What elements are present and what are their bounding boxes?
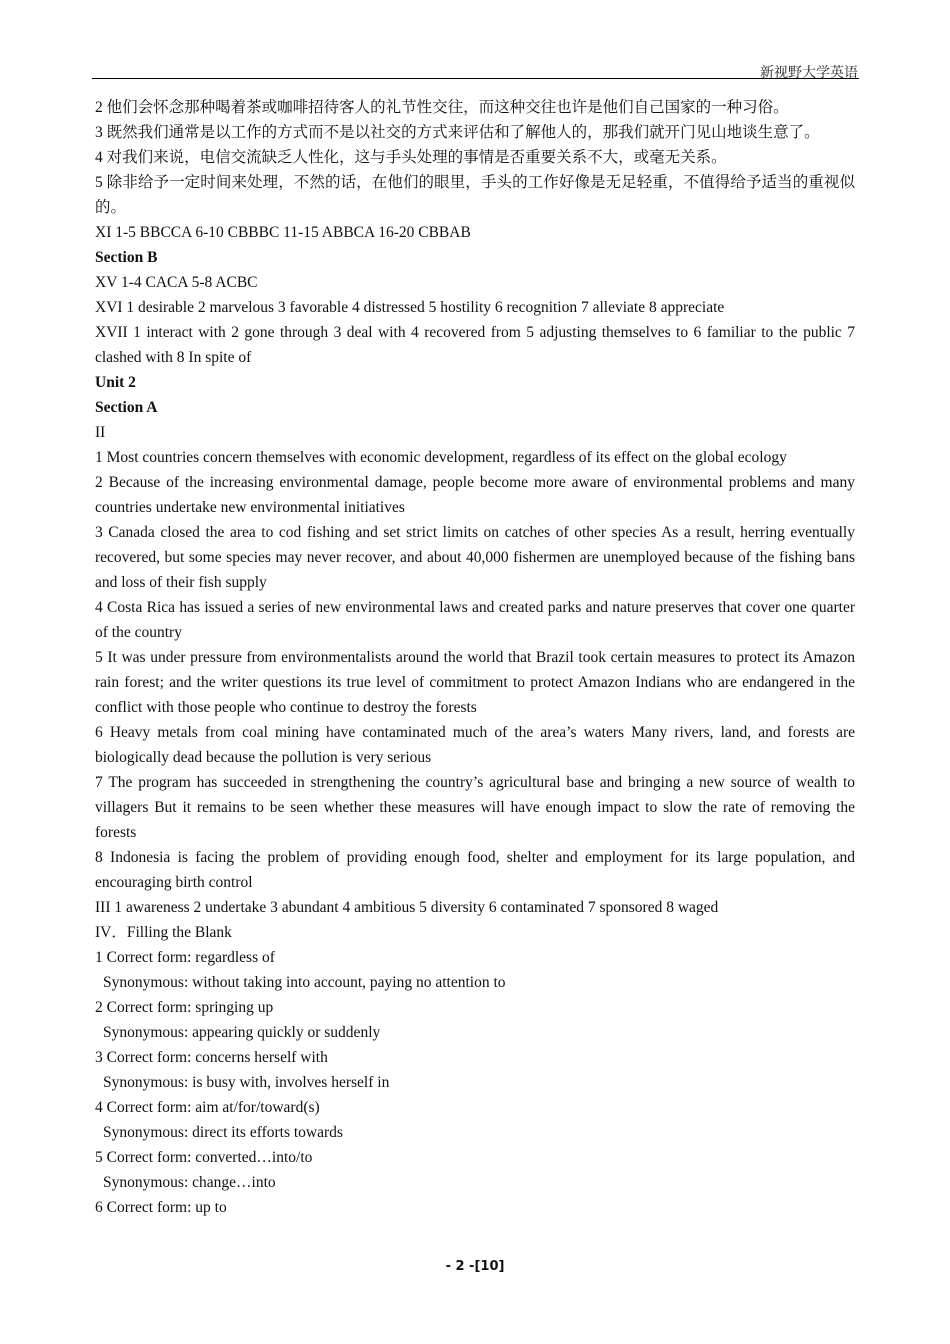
answer-line: Synonymous: direct its efforts towards — [103, 1124, 343, 1141]
answer-line: 3 Correct form: concerns herself with — [95, 1049, 328, 1066]
answer-key-body — [95, 95, 855, 1220]
answer-line: 6 Heavy metals from coal mining have contaminated much of the area’s waters Many rivers, land, and forests are biologically dead because the pollution is very serious — [95, 724, 855, 766]
answer-line: III 1 awareness 2 undertake 3 abundant 4 ambitious 5 diversity 6 contaminated 7 sponsored 8 waged — [95, 899, 719, 916]
answer-line: 1 Correct form: regardless of — [95, 949, 275, 966]
answer-line: II — [95, 424, 106, 441]
answer-line: 5 Correct form: converted…into/to — [95, 1149, 313, 1166]
answer-line: XV 1-4 CACA 5-8 ACBC — [95, 274, 258, 291]
answer-line: XI 1-5 BBCCA 6-10 CBBBC 11-15 ABBCA 16-20 CBBAB — [95, 224, 471, 241]
answer-line: XVI 1 desirable 2 marvelous 3 favorable 4 distressed 5 hostility 6 recognition 7 alleviate 8 appreciate — [95, 299, 725, 316]
section-heading: Section B — [95, 249, 158, 266]
answer-line: Synonymous: is busy with, involves herself in — [103, 1074, 390, 1091]
header-rule — [92, 78, 859, 79]
answer-line: 4 对我们来说，电信交流缺乏人性化，这与手头处理的事情是否重要关系不大，或毫无关系。 — [95, 149, 727, 166]
answer-line: 2 他们会怀念那种喝着茶或咖啡招待客人的礼节性交往，而这种交往也许是他们自己国家的一种习俗。 — [95, 99, 789, 116]
answer-line: IV．Filling the Blank — [95, 924, 232, 941]
answer-line: 2 Because of the increasing environmental damage, people become more aware of environmental problems and many countries undertake new environmental initiatives — [95, 474, 855, 516]
answer-line: 3 Canada closed the area to cod fishing and set strict limits on catches of other species As a result, herring eventually recovered, but some species may never recover, and about 40,000 fishermen are unemployed because of the fishing bans and loss of their fish supply — [95, 524, 855, 591]
answer-line: 6 Correct form: up to — [95, 1199, 227, 1216]
section-heading: Section A — [95, 399, 158, 416]
running-header: 新视野大学英语 — [760, 66, 858, 81]
answer-line: 1 Most countries concern themselves with economic development, regardless of its effect on the global ecology — [95, 449, 787, 466]
answer-line: Synonymous: without taking into account, paying no attention to — [103, 974, 506, 991]
answer-line: 4 Costa Rica has issued a series of new environmental laws and created parks and nature preserves that cover one quarter of the country — [95, 599, 855, 641]
answer-line: 5 除非给予一定时间来处理，不然的话，在他们的眼里，手头的工作好像是无足轻重，不值得给予适当的重视似的。 — [95, 174, 855, 216]
answer-line: 4 Correct form: aim at/for/toward(s) — [95, 1099, 320, 1116]
answer-line: Synonymous: appearing quickly or suddenly — [103, 1024, 381, 1041]
section-heading: Unit 2 — [95, 374, 136, 391]
answer-line: 8 Indonesia is facing the problem of providing enough food, shelter and employment for its large population, and encouraging birth control — [95, 849, 855, 891]
answer-line: 2 Correct form: springing up — [95, 999, 274, 1016]
page-number: - 2 -[10] — [445, 1259, 505, 1274]
answer-line: Synonymous: change…into — [103, 1174, 276, 1191]
answer-line: 7 The program has succeeded in strengthening the country’s agricultural base and bringing a new source of wealth to villagers But it remains to be seen whether these measures will have enough impact to slow the rate of removing the forests — [95, 774, 855, 841]
answer-line: 5 It was under pressure from environmentalists around the world that Brazil took certain measures to protect its Amazon rain forest; and the writer questions its true level of commitment to protect Amazon Indians who are endangered in the conflict with those people who continue to destroy the forests — [95, 649, 855, 716]
answer-line: XVII 1 interact with 2 gone through 3 deal with 4 recovered from 5 adjusting themselves to 6 familiar to the public 7 clashed with 8 In spite of — [95, 324, 855, 366]
answer-line: 3 既然我们通常是以工作的方式而不是以社交的方式来评估和了解他人的，那我们就开门见山地谈生意了。 — [95, 124, 820, 141]
